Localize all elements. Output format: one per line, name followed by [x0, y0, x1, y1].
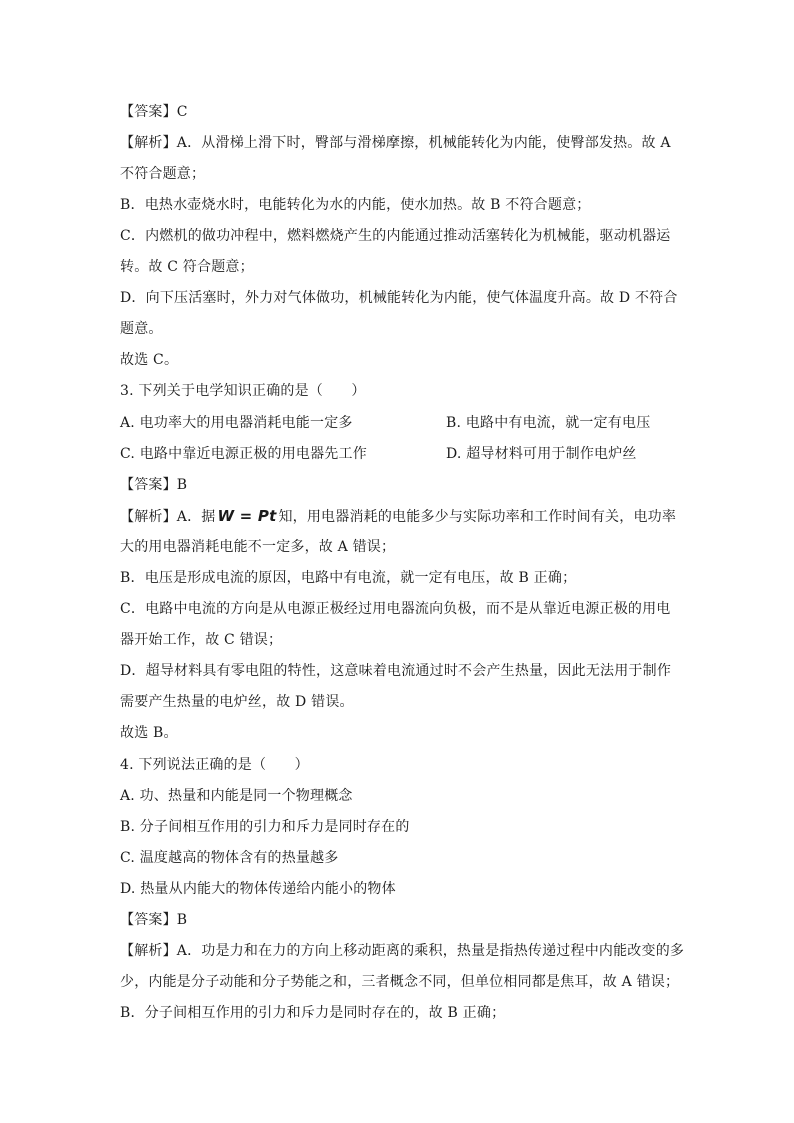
- q3-analysis-suffix: 知，用电器消耗的电能多少与实际功率和工作时间有关，电功率: [278, 509, 677, 525]
- q2-analysis-line: 不符合题意；: [120, 166, 206, 182]
- q3-answer: 【答案】B: [120, 477, 188, 493]
- q4-analysis-line: 少，内能是分子动能和分子势能之和，三者概念不同，但单位相同都是焦耳，故 A 错误；: [120, 974, 680, 990]
- q2-analysis-line: 【解析】A．从滑梯上滑下时，臀部与滑梯摩擦，机械能转化为内能，使臀部发热。故 A: [120, 135, 671, 151]
- q3-option-c: C. 电路中靠近电源正极的用电器先工作: [120, 446, 367, 462]
- q3-option-d: D. 超导材料可用于制作电炉丝: [446, 446, 637, 462]
- q3-analysis-line: D．超导材料具有零电阻的特性，这意味着电流通过时不会产生热量，因此无法用于制作: [120, 663, 672, 679]
- q3-analysis-prefix: 【解析】A．据: [120, 509, 216, 525]
- q2-answer: 【答案】C: [120, 104, 188, 120]
- q3-option-a: A. 电功率大的用电器消耗电能一定多: [120, 415, 353, 431]
- q2-conclusion: 故选 C。: [120, 352, 179, 368]
- q2-analysis-line: C．内燃机的做功冲程中，燃料燃烧产生的内能通过推动活塞转化为机械能，驱动机器运: [120, 228, 671, 244]
- q3-analysis-first-line: [120, 506, 676, 527]
- q4-option-c: C. 温度越高的物体含有的热量越多: [120, 850, 339, 866]
- q4-analysis-line: B．分子间相互作用的引力和斥力是同时存在的，故 B 正确；: [120, 1005, 506, 1021]
- q4-option-d: D. 热量从内能大的物体传递给内能小的物体: [120, 881, 396, 897]
- work-formula: W = Pt: [217, 507, 277, 525]
- q3-analysis-line: 器开始工作，故 C 错误；: [120, 632, 283, 648]
- q2-analysis-line: B．电热水壶烧水时，电能转化为水的内能，使水加热。故 B 不符合题意；: [120, 197, 591, 213]
- q4-analysis-line: 【解析】A．功是力和在力的方向上移动距离的乘积，热量是指热传递过程中内能改变的多: [120, 943, 685, 959]
- q3-analysis-line: C．电路中电流的方向是从电源正极经过用电器流向负极，而不是从靠近电源正极的用电: [120, 601, 671, 617]
- q4-option-a: A. 功、热量和内能是同一个物理概念: [120, 788, 353, 804]
- q3-analysis-line: B．电压是形成电流的原因，电路中有电流，就一定有电压，故 B 正确；: [120, 570, 577, 586]
- q3-stem: 3. 下列关于电学知识正确的是（ ）: [120, 383, 366, 399]
- q3-option-b: B. 电路中有电流，就一定有电压: [446, 415, 651, 431]
- q2-analysis-line: 题意。: [120, 321, 163, 337]
- q4-stem: 4. 下列说法正确的是（ ）: [120, 757, 309, 773]
- q3-analysis-line: 大的用电器消耗电能不一定多，故 A 错误；: [120, 539, 396, 555]
- q3-analysis-line: 需要产生热量的电炉丝，故 D 错误。: [120, 694, 354, 710]
- q3-conclusion: 故选 B。: [120, 725, 178, 741]
- q2-analysis-line: 转。故 C 符合题意；: [120, 259, 254, 275]
- q4-option-b: B. 分子间相互作用的引力和斥力是同时存在的: [120, 819, 410, 835]
- q4-answer: 【答案】B: [120, 912, 188, 928]
- q2-analysis-line: D．向下压活塞时，外力对气体做功，机械能转化为内能，使气体温度升高。故 D 不符合: [120, 290, 678, 306]
